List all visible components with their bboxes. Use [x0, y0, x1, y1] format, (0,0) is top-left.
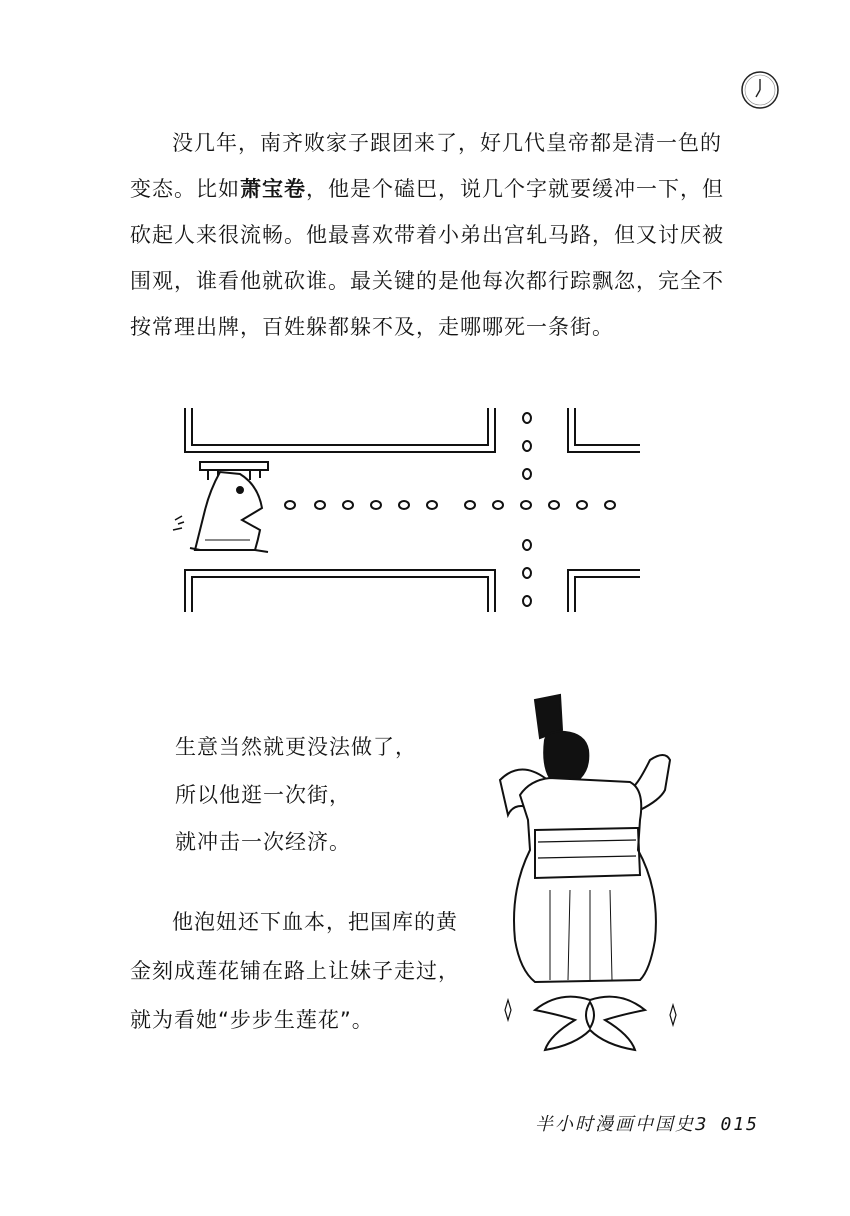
paragraph-intro-text-a: 没几年，南齐败家子跟团来了，好几代皇帝都是清一色的变态。比如	[130, 131, 722, 201]
emperor-pacman-illustration	[160, 400, 640, 620]
paragraph-lotus-text: 他泡妞还下血本，把国库的黄金刻成莲花铺在路上让妹子走过，就为看她“步步生莲花”。	[130, 910, 460, 1032]
clock-icon	[740, 70, 780, 110]
side-line: 生意当然就更没法做了，	[175, 735, 417, 759]
side-line: 就冲击一次经济。	[175, 830, 351, 854]
paragraph-lotus	[130, 898, 470, 1045]
page-footer	[535, 1110, 759, 1136]
paragraph-intro-text-b: ，他是个磕巴，说几个字就要缓冲一下，但砍起人来很流畅。他最喜欢带着小弟出宫轧马路，但又讨厌被围观，谁看他就砍谁。最关键的是他每次都行踪飘忽，完全不按常理出牌，百姓躲都躲不及，走哪哪死一条街。	[130, 177, 724, 339]
side-line: 所以他逛一次街，	[175, 783, 351, 807]
page-number: 015	[720, 1114, 759, 1135]
paragraph-intro	[130, 120, 730, 350]
emperor-name: 萧宝卷	[240, 177, 306, 201]
book-title: 半小时漫画中国史3	[535, 1114, 709, 1135]
emperor-lotus-illustration	[490, 690, 690, 1060]
